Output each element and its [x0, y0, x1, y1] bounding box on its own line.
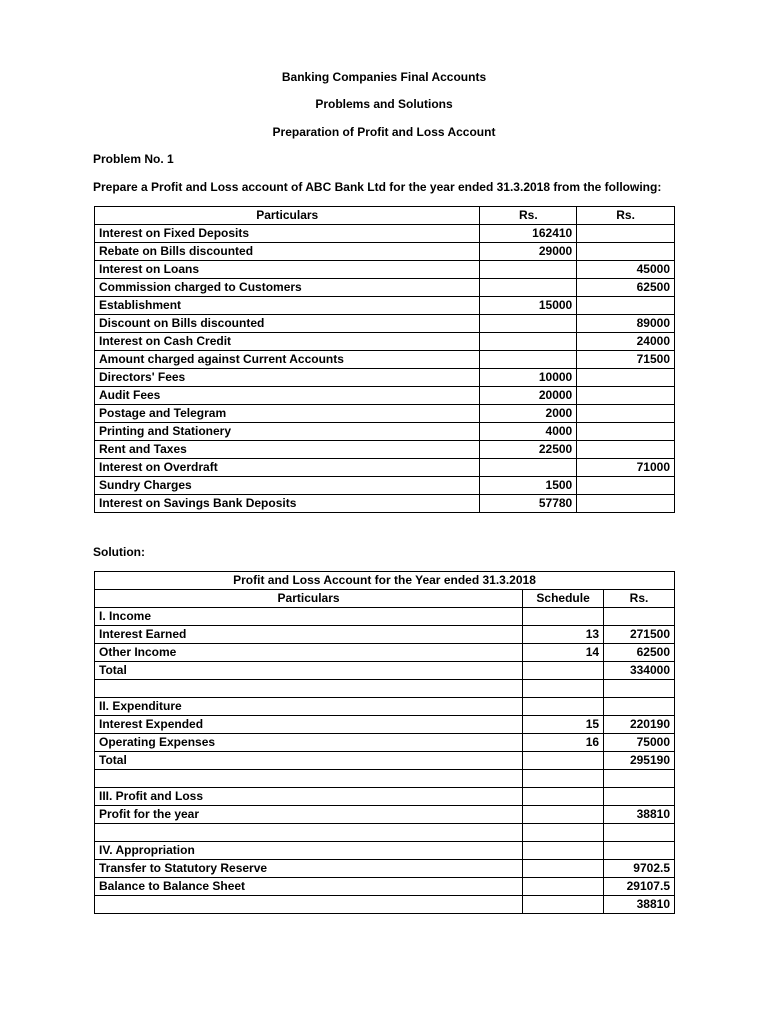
cell-schedule [523, 896, 604, 914]
table-row [95, 369, 675, 387]
cell-particular: I. Income [95, 608, 523, 626]
cell-amount: 62500 [604, 644, 675, 662]
table-row [95, 752, 675, 770]
cell-schedule [523, 860, 604, 878]
cell-schedule [523, 608, 604, 626]
table-row [95, 680, 675, 698]
cell-particular [95, 824, 523, 842]
cell-amount: 38810 [604, 896, 675, 914]
column-header-amount: Rs. [604, 590, 675, 608]
cell-particular: Interest on Overdraft [95, 459, 480, 477]
cell-amount: 271500 [604, 626, 675, 644]
problem-statement: Prepare a Profit and Loss account of ABC Bank Ltd for the year ended 31.3.2018 from the following: [93, 180, 662, 194]
cell-amount [604, 770, 675, 788]
cell-particular: IV. Appropriation [95, 842, 523, 860]
table-row [95, 279, 675, 297]
cell-credit [577, 441, 675, 459]
cell-particular: Commission charged to Customers [95, 279, 480, 297]
column-header-particulars: Particulars [95, 207, 480, 225]
solution-table-title-row [95, 572, 675, 590]
table-row [95, 698, 675, 716]
cell-particular [95, 896, 523, 914]
column-header-debit: Rs. [480, 207, 577, 225]
cell-credit [577, 243, 675, 261]
cell-particular: Rebate on Bills discounted [95, 243, 480, 261]
cell-debit: 22500 [480, 441, 577, 459]
solution-label: Solution: [93, 545, 145, 559]
cell-particular [95, 680, 523, 698]
cell-amount: 75000 [604, 734, 675, 752]
cell-debit [480, 351, 577, 369]
cell-schedule [523, 878, 604, 896]
cell-debit: 4000 [480, 423, 577, 441]
cell-amount [604, 608, 675, 626]
cell-schedule: 15 [523, 716, 604, 734]
cell-credit: 71000 [577, 459, 675, 477]
cell-particular: Printing and Stationery [95, 423, 480, 441]
cell-schedule [523, 824, 604, 842]
cell-schedule [523, 842, 604, 860]
cell-particular: Sundry Charges [95, 477, 480, 495]
cell-schedule: 14 [523, 644, 604, 662]
table-row [95, 716, 675, 734]
cell-schedule [523, 806, 604, 824]
cell-particular: Interest on Savings Bank Deposits [95, 495, 480, 513]
cell-schedule [523, 788, 604, 806]
cell-amount [604, 842, 675, 860]
cell-credit [577, 387, 675, 405]
cell-debit: 1500 [480, 477, 577, 495]
cell-debit: 15000 [480, 297, 577, 315]
cell-particular: Transfer to Statutory Reserve [95, 860, 523, 878]
problem-label: Problem No. 1 [93, 152, 174, 166]
cell-credit [577, 423, 675, 441]
table-row [95, 608, 675, 626]
table-row [95, 644, 675, 662]
cell-particular: Discount on Bills discounted [95, 315, 480, 333]
table-row [95, 788, 675, 806]
cell-debit: 20000 [480, 387, 577, 405]
solution-table-header [95, 590, 675, 608]
cell-debit: 29000 [480, 243, 577, 261]
table-row [95, 261, 675, 279]
cell-particular: Operating Expenses [95, 734, 523, 752]
cell-schedule [523, 662, 604, 680]
cell-particular: Interest on Cash Credit [95, 333, 480, 351]
column-header-particulars: Particulars [95, 590, 523, 608]
table-row [95, 387, 675, 405]
section-heading: Preparation of Profit and Loss Account [272, 125, 496, 139]
cell-particular: Rent and Taxes [95, 441, 480, 459]
table-row [95, 225, 675, 243]
cell-particular: Directors' Fees [95, 369, 480, 387]
cell-debit: 162410 [480, 225, 577, 243]
cell-amount: 334000 [604, 662, 675, 680]
cell-debit [480, 315, 577, 333]
table-row [95, 878, 675, 896]
document-subtitle: Problems and Solutions [315, 97, 453, 111]
table-row [95, 423, 675, 441]
cell-amount: 220190 [604, 716, 675, 734]
cell-amount: 38810 [604, 806, 675, 824]
cell-debit [480, 333, 577, 351]
table-row [95, 734, 675, 752]
cell-credit [577, 369, 675, 387]
cell-schedule [523, 752, 604, 770]
cell-debit [480, 459, 577, 477]
cell-particular [95, 770, 523, 788]
cell-amount [604, 698, 675, 716]
cell-amount: 9702.5 [604, 860, 675, 878]
table-row [95, 297, 675, 315]
table-row [95, 626, 675, 644]
cell-credit: 89000 [577, 315, 675, 333]
table-row [95, 806, 675, 824]
column-header-credit: Rs. [577, 207, 675, 225]
cell-particular: Postage and Telegram [95, 405, 480, 423]
problem-table-header [95, 207, 675, 225]
table-row [95, 770, 675, 788]
cell-particular: II. Expenditure [95, 698, 523, 716]
cell-debit [480, 279, 577, 297]
cell-credit [577, 225, 675, 243]
table-row [95, 243, 675, 261]
table-row [95, 405, 675, 423]
cell-credit [577, 495, 675, 513]
cell-debit [480, 261, 577, 279]
table-row [95, 315, 675, 333]
cell-schedule [523, 698, 604, 716]
cell-credit: 24000 [577, 333, 675, 351]
cell-schedule [523, 680, 604, 698]
cell-debit: 10000 [480, 369, 577, 387]
table-row [95, 477, 675, 495]
cell-particular: Establishment [95, 297, 480, 315]
cell-particular: Total [95, 662, 523, 680]
cell-credit [577, 405, 675, 423]
cell-credit [577, 477, 675, 495]
cell-particular: Amount charged against Current Accounts [95, 351, 480, 369]
cell-schedule [523, 770, 604, 788]
column-header-schedule: Schedule [523, 590, 604, 608]
cell-particular: Interest on Fixed Deposits [95, 225, 480, 243]
table-row [95, 351, 675, 369]
cell-credit: 62500 [577, 279, 675, 297]
table-row [95, 333, 675, 351]
cell-amount [604, 824, 675, 842]
table-row [95, 860, 675, 878]
cell-amount [604, 788, 675, 806]
problem-table [94, 206, 675, 513]
table-row [95, 441, 675, 459]
cell-particular: Audit Fees [95, 387, 480, 405]
table-row [95, 842, 675, 860]
table-row [95, 824, 675, 842]
cell-amount: 29107.5 [604, 878, 675, 896]
cell-credit: 45000 [577, 261, 675, 279]
table-row [95, 896, 675, 914]
cell-debit: 57780 [480, 495, 577, 513]
table-row [95, 495, 675, 513]
solution-table [94, 571, 675, 914]
cell-debit: 2000 [480, 405, 577, 423]
table-row [95, 662, 675, 680]
document-title: Banking Companies Final Accounts [281, 70, 487, 84]
cell-particular: Interest on Loans [95, 261, 480, 279]
solution-table-title: Profit and Loss Account for the Year ended 31.3.2018 [95, 572, 675, 590]
cell-amount [604, 680, 675, 698]
cell-particular: Balance to Balance Sheet [95, 878, 523, 896]
cell-credit [577, 297, 675, 315]
cell-credit: 71500 [577, 351, 675, 369]
cell-particular: III. Profit and Loss [95, 788, 523, 806]
cell-schedule: 13 [523, 626, 604, 644]
cell-amount: 295190 [604, 752, 675, 770]
table-row [95, 459, 675, 477]
cell-schedule: 16 [523, 734, 604, 752]
cell-particular: Other Income [95, 644, 523, 662]
cell-particular: Total [95, 752, 523, 770]
cell-particular: Interest Earned [95, 626, 523, 644]
cell-particular: Interest Expended [95, 716, 523, 734]
cell-particular: Profit for the year [95, 806, 523, 824]
